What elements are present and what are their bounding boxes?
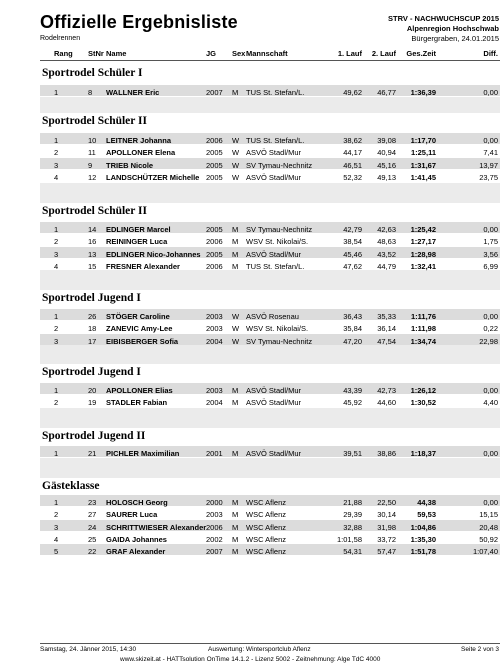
col-club: Mannschaft [246, 49, 288, 58]
cell-name: SAURER Luca [106, 510, 158, 520]
section-title: Sportrodel Jugend II [42, 430, 146, 442]
cell-sex: M [232, 249, 239, 259]
cell-jg: 2003 [206, 386, 223, 395]
cell-l1: 42,79 [343, 225, 362, 234]
cell-diff: 0,00 [483, 136, 498, 145]
cell-jg: 2006 [206, 136, 223, 145]
cell-name: SCHRITTWIESER Alexander [106, 522, 207, 532]
cell-l2: 42,63 [377, 225, 396, 234]
cell-l1: 47,62 [343, 261, 362, 271]
page-title: Offizielle Ergebnisliste [40, 12, 238, 32]
cell-stnr: 22 [88, 547, 97, 557]
cell-name: REININGER Luca [106, 237, 168, 247]
cell-stnr: 27 [88, 510, 97, 520]
cell-club: TUS St. Stefan/L. [246, 88, 305, 97]
cell-name: ZANEVIC Amy-Lee [106, 324, 173, 334]
section-spacer [40, 344, 500, 364]
cell-jg: 2000 [206, 498, 223, 507]
col-name: Name [106, 49, 127, 58]
cell-stnr: 10 [88, 136, 97, 145]
footer-software: www.skizeit.at - HATTsolution OnTime 14.1.2 - Lizenz 5002 - Zeitnehmung: Alge TdC 4000 [120, 656, 381, 663]
cell-l1: 47,20 [343, 336, 362, 346]
cell-sex: M [232, 398, 239, 408]
cell-rang: 3 [54, 160, 59, 170]
cell-diff: 0,00 [483, 498, 498, 507]
event-info [388, 14, 499, 44]
cell-l2: 36,14 [377, 324, 396, 334]
cell-l1: 46,51 [343, 160, 362, 170]
cell-stnr: 13 [88, 249, 97, 259]
cell-diff: 13,97 [479, 160, 498, 170]
cell-club: WSV St. Nikolai/S. [246, 237, 309, 247]
cell-sex: M [232, 449, 239, 458]
cell-rang: 4 [54, 534, 59, 544]
cell-ges: 59,53 [417, 510, 436, 520]
cell-jg: 2005 [206, 225, 223, 234]
cell-l1: 29,39 [343, 510, 362, 520]
cell-sex: W [232, 172, 240, 182]
cell-l1: 39,51 [343, 449, 362, 458]
cell-club: ASVÖ Stadl/Mur [246, 386, 302, 395]
section-spacer [40, 183, 500, 203]
cell-l2: 48,63 [377, 237, 396, 247]
cell-rang: 1 [54, 386, 59, 395]
cell-l2: 40,94 [377, 148, 396, 158]
cell-jg: 2004 [206, 398, 223, 408]
cell-stnr: 20 [88, 386, 97, 395]
cell-sex: M [232, 534, 239, 544]
cell-jg: 2005 [206, 148, 223, 158]
cell-diff: 1:07,40 [472, 547, 498, 557]
cell-sex: M [232, 225, 239, 234]
cell-sex: M [232, 386, 239, 395]
cell-l1: 45,92 [343, 398, 362, 408]
result-row [40, 247, 500, 258]
cell-ges: 1:32,41 [410, 261, 436, 271]
cell-stnr: 15 [88, 261, 97, 271]
cell-rang: 4 [54, 172, 59, 182]
cell-jg: 2003 [206, 324, 223, 334]
cell-club: SV Tymau-Nechnitz [246, 336, 313, 346]
cell-l2: 42,73 [377, 386, 396, 395]
result-row [40, 520, 500, 531]
cell-rang: 1 [54, 225, 59, 234]
cell-ges: 1:31,67 [410, 160, 436, 170]
column-header [40, 46, 500, 61]
cell-ges: 1:11,76 [410, 312, 436, 321]
cell-rang: 1 [54, 498, 59, 507]
col-lauf2: 2. Lauf [371, 49, 396, 58]
cell-name: HOLOSCH Georg [106, 498, 168, 507]
cell-l2: 44,79 [377, 261, 396, 271]
result-row [40, 383, 500, 394]
col-sex: Sex [232, 49, 246, 58]
cell-club: ASVÖ Stadl/Mur [246, 398, 302, 408]
result-row [40, 544, 500, 555]
cell-diff: 50,92 [479, 534, 498, 544]
section-spacer [40, 270, 500, 290]
col-diff: Diff. [483, 49, 498, 58]
cell-name: GAIDA Johannes [106, 534, 167, 544]
cell-l1: 44,17 [343, 148, 362, 158]
section-title: Sportrodel Schüler II [42, 205, 148, 217]
cell-rang: 2 [54, 510, 59, 520]
cell-stnr: 23 [88, 498, 97, 507]
result-row [40, 170, 500, 181]
cell-jg: 2007 [206, 88, 223, 97]
cell-l2: 49,13 [377, 172, 396, 182]
cell-sex: W [232, 324, 240, 334]
footer-page: Seite 2 von 3 [461, 646, 499, 653]
cell-diff: 23,75 [479, 172, 498, 182]
cell-rang: 5 [54, 547, 59, 557]
cell-jg: 2006 [206, 237, 223, 247]
result-row [40, 334, 500, 345]
cell-ges: 1:25,42 [410, 225, 436, 234]
cell-club: TUS St. Stefan/L. [246, 261, 305, 271]
cell-stnr: 12 [88, 172, 97, 182]
cell-name: WALLNER Eric [106, 88, 160, 97]
cell-l2: 39,08 [377, 136, 396, 145]
cell-club: WSC Aflenz [246, 522, 287, 532]
cell-jg: 2007 [206, 547, 223, 557]
cell-club: WSV St. Nikolai/S. [246, 324, 309, 334]
section-title: Sportrodel Jugend I [42, 292, 141, 304]
cell-stnr: 18 [88, 324, 97, 334]
cell-club: WSC Aflenz [246, 547, 287, 557]
cell-sex: M [232, 261, 239, 271]
cell-jg: 2003 [206, 510, 223, 520]
cell-sex: M [232, 237, 239, 247]
result-row [40, 158, 500, 169]
cell-rang: 2 [54, 148, 59, 158]
cell-diff: 3,56 [483, 249, 498, 259]
cell-stnr: 26 [88, 312, 97, 321]
cell-name: EIBISBERGER Sofia [106, 336, 179, 346]
cell-l2: 44,60 [377, 398, 396, 408]
cell-diff: 0,00 [483, 88, 498, 97]
event-region: Alpenregion Hochschwab [406, 24, 499, 33]
cell-ges: 1:35,30 [410, 534, 436, 544]
cell-ges: 1:34,74 [410, 336, 436, 346]
cell-l1: 21,88 [343, 498, 362, 507]
cell-club: SV Tymau-Nechnitz [246, 225, 313, 234]
cell-diff: 0,00 [483, 312, 498, 321]
cell-ges: 1:27,17 [410, 237, 436, 247]
cell-diff: 6,99 [483, 261, 498, 271]
cell-diff: 22,98 [479, 336, 498, 346]
cell-ges: 1:30,52 [410, 398, 436, 408]
cell-rang: 3 [54, 249, 59, 259]
result-row [40, 532, 500, 543]
cell-l2: 22,50 [377, 498, 396, 507]
cell-sex: M [232, 522, 239, 532]
section-title: Gästeklasse [42, 480, 100, 492]
result-row [40, 259, 500, 270]
cell-rang: 1 [54, 136, 59, 145]
cell-sex: W [232, 336, 240, 346]
cell-rang: 3 [54, 336, 59, 346]
cell-club: ASVÖ Rosenau [246, 312, 299, 321]
cell-diff: 1,75 [483, 237, 498, 247]
cell-name: EDLINGER Marcel [106, 225, 171, 234]
cell-stnr: 9 [88, 160, 93, 170]
cell-club: TUS St. Stefan/L. [246, 136, 305, 145]
cell-club: WSC Aflenz [246, 498, 287, 507]
col-rang: Rang [54, 49, 73, 58]
cell-jg: 2004 [206, 336, 223, 346]
cell-ges: 1:18,37 [410, 449, 436, 458]
cell-club: ASVÖ Stadl/Mur [246, 148, 302, 158]
cell-stnr: 24 [88, 522, 97, 532]
cell-l2: 45,16 [377, 160, 396, 170]
cell-ges: 44,38 [417, 498, 436, 507]
cell-ges: 1:11,98 [410, 324, 436, 334]
col-jg: JG [206, 49, 217, 58]
cell-sex: M [232, 510, 239, 520]
cell-l2: 31,98 [377, 522, 396, 532]
cell-name: GRAF Alexander [106, 547, 166, 557]
cell-club: ASVÖ Stadl/Mur [246, 449, 302, 458]
cell-sex: W [232, 148, 240, 158]
cell-ges: 1:28,98 [410, 249, 436, 259]
cell-diff: 0,00 [483, 225, 498, 234]
result-row [40, 321, 500, 332]
cell-l1: 1:01,58 [336, 534, 362, 544]
cell-ges: 1:04,86 [410, 522, 436, 532]
cell-l2: 30,14 [377, 510, 396, 520]
cell-name: STADLER Fabian [106, 398, 168, 408]
section-spacer [40, 458, 500, 478]
result-row [40, 507, 500, 518]
cell-sex: M [232, 498, 239, 507]
section-title: Sportrodel Schüler I [42, 67, 143, 79]
cell-l2: 46,77 [377, 88, 396, 97]
cell-name: PICHLER Maximilian [106, 449, 180, 458]
result-row [40, 395, 500, 406]
cell-jg: 2005 [206, 172, 223, 182]
result-row [40, 446, 500, 457]
footer-auswertung: Auswertung: Wintersportclub Aflenz [208, 646, 311, 653]
result-row [40, 495, 500, 506]
cell-l1: 32,88 [343, 522, 362, 532]
cell-rang: 2 [54, 398, 59, 408]
cell-l2: 57,47 [377, 547, 396, 557]
cell-club: SV Tymau-Nechnitz [246, 160, 313, 170]
cell-diff: 7,41 [483, 148, 498, 158]
cell-sex: W [232, 312, 240, 321]
cell-jg: 2006 [206, 522, 223, 532]
section-spacer [40, 97, 500, 113]
result-row [40, 234, 500, 245]
cell-rang: 2 [54, 237, 59, 247]
cell-rang: 3 [54, 522, 59, 532]
result-row [40, 222, 500, 233]
cell-stnr: 14 [88, 225, 97, 234]
cell-stnr: 25 [88, 534, 97, 544]
cell-jg: 2005 [206, 160, 223, 170]
cell-l2: 47,54 [377, 336, 396, 346]
cell-l1: 52,32 [343, 172, 362, 182]
cell-l2: 38,86 [377, 449, 396, 458]
cell-stnr: 17 [88, 336, 97, 346]
section-title: Sportrodel Schüler II [42, 115, 148, 127]
result-row [40, 145, 500, 156]
cell-name: LANDSCHÜTZER Michelle [106, 172, 200, 182]
cell-ges: 1:51,78 [410, 547, 436, 557]
cell-l1: 45,46 [343, 249, 362, 259]
cell-stnr: 11 [88, 148, 96, 158]
footer-divider [40, 643, 500, 644]
cell-jg: 2001 [206, 449, 223, 458]
cell-l1: 38,54 [343, 237, 362, 247]
cell-l1: 35,84 [343, 324, 362, 334]
cell-l2: 33,72 [377, 534, 396, 544]
cell-ges: 1:41,45 [410, 172, 436, 182]
cell-jg: 2003 [206, 312, 223, 321]
result-row [40, 85, 500, 96]
cell-name: EDLINGER Nico-Johannes [106, 249, 201, 259]
cell-l1: 43,39 [343, 386, 362, 395]
cell-name: FRESNER Alexander [106, 261, 180, 271]
result-row [40, 133, 500, 144]
cell-sex: M [232, 547, 239, 557]
cell-diff: 0,00 [483, 449, 498, 458]
cell-name: STÖGER Caroline [106, 312, 170, 321]
col-stnr: StNr [88, 49, 104, 58]
cell-sex: W [232, 136, 240, 145]
cell-stnr: 19 [88, 398, 97, 408]
cell-rang: 2 [54, 324, 59, 334]
cell-l2: 35,33 [377, 312, 396, 321]
page-subtitle: Rodelrennen [40, 35, 81, 42]
event-name: STRV - NACHWUCHSCUP 2015 [388, 14, 499, 23]
cell-ges: 1:17,70 [410, 136, 436, 145]
cell-stnr: 16 [88, 237, 97, 247]
cell-diff: 15,15 [479, 510, 498, 520]
cell-jg: 2005 [206, 249, 223, 259]
cell-rang: 1 [54, 88, 59, 97]
cell-club: WSC Aflenz [246, 510, 287, 520]
col-gesamt: Ges.Zeit [406, 49, 436, 58]
cell-l2: 43,52 [377, 249, 396, 259]
cell-name: APOLLONER Elena [106, 148, 176, 158]
result-row [40, 309, 500, 320]
cell-rang: 4 [54, 261, 59, 271]
cell-sex: W [232, 160, 240, 170]
cell-rang: 1 [54, 449, 59, 458]
cell-name: TRIEB Nicole [106, 160, 154, 170]
event-place-date: Bürgergraben, 24.01.2015 [411, 34, 499, 43]
cell-name: LEITNER Johanna [106, 136, 172, 145]
col-lauf1: 1. Lauf [337, 49, 362, 58]
cell-diff: 0,00 [483, 386, 498, 395]
cell-jg: 2002 [206, 534, 223, 544]
cell-jg: 2006 [206, 261, 223, 271]
cell-ges: 1:26,12 [410, 386, 436, 395]
section-title: Sportrodel Jugend I [42, 366, 141, 378]
cell-sex: M [232, 88, 239, 97]
cell-stnr: 8 [88, 88, 93, 97]
cell-stnr: 21 [88, 449, 97, 458]
cell-l1: 36,43 [343, 312, 362, 321]
cell-diff: 4,40 [483, 398, 498, 408]
cell-club: ASVÖ Stadl/Mur [246, 172, 302, 182]
cell-diff: 20,48 [479, 522, 498, 532]
cell-diff: 0,22 [483, 324, 498, 334]
cell-ges: 1:36,39 [410, 88, 436, 97]
footer-date: Samstag, 24. Jänner 2015, 14:30 [40, 646, 137, 653]
cell-l1: 49,62 [343, 88, 362, 97]
cell-ges: 1:25,11 [410, 148, 436, 158]
section-spacer [40, 408, 500, 428]
cell-rang: 1 [54, 312, 59, 321]
cell-club: ASVÖ Stadl/Mur [246, 249, 302, 259]
cell-name: APOLLONER Elias [106, 386, 173, 395]
cell-l1: 54,31 [343, 547, 362, 557]
cell-l1: 38,62 [343, 136, 362, 145]
cell-club: WSC Aflenz [246, 534, 287, 544]
